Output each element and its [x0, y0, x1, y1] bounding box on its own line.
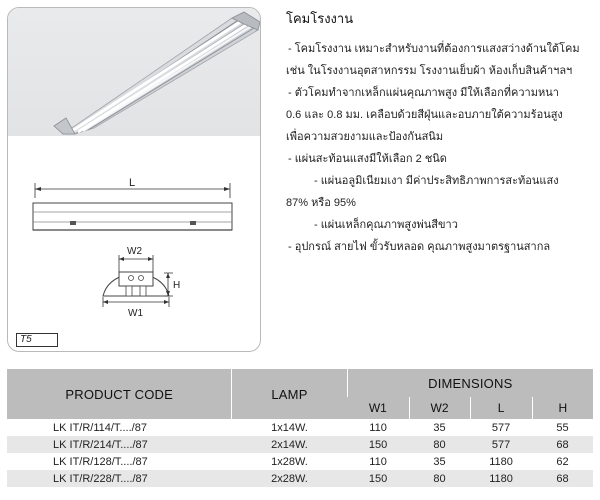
- description-line: เพื่อความสวยงามและป้องกันสนิม: [286, 131, 444, 143]
- lamp-type-tag: T5: [16, 333, 58, 347]
- cell-h: 62: [532, 453, 593, 470]
- cell-l: 577: [470, 419, 532, 436]
- cell-w1: 110: [347, 419, 409, 436]
- table-row: [7, 453, 593, 470]
- product-title: โคมโรงงาน: [286, 11, 354, 26]
- description-line: - ตัวโคมทำจากเหล็กแผ่นคุณภาพสูง มีให้เลือกที่ความหนา: [288, 87, 559, 99]
- product-photo: [8, 8, 260, 136]
- description-line: - แผ่นเหล็กคุณภาพสูงพ่นสีขาว: [314, 219, 458, 231]
- product-spec-table: [7, 369, 593, 487]
- cell-w1: 110: [347, 453, 409, 470]
- label-w1: W1: [128, 308, 143, 319]
- cell-l: 1180: [470, 453, 532, 470]
- description-line: - แผ่นอลูมิเนียมเงา มีค่าประสิทธิภาพการสะท้อนแสง: [314, 175, 559, 187]
- cell-lamp: 1x14W.: [232, 419, 347, 436]
- dimension-drawing: [8, 136, 260, 352]
- description-line: - โคมโรงงาน เหมาะสำหรับงานที่ต้องการแสงสว่างด้านใต้โคม: [288, 43, 580, 55]
- cell-w2: 80: [409, 470, 470, 487]
- header-product-code: PRODUCT CODE: [7, 369, 232, 419]
- description-line: เช่น ในโรงงานอุตสาหกรรม โรงงานเย็บผ้า ห้องเก็บสินค้าฯลฯ: [286, 65, 573, 77]
- header-lamp: LAMP: [232, 369, 347, 419]
- cell-w2: 35: [409, 419, 470, 436]
- header-l: L: [470, 397, 532, 419]
- cell-l: 1180: [470, 470, 532, 487]
- header-h: H: [532, 397, 593, 419]
- cell-lamp: 2x14W.: [232, 436, 347, 453]
- cell-l: 577: [470, 436, 532, 453]
- cell-code: LK IT/R/228/T..../87: [7, 470, 232, 487]
- cell-code: LK IT/R/128/T..../87: [7, 453, 232, 470]
- table-row: [7, 436, 593, 453]
- cell-w2: 80: [409, 436, 470, 453]
- cell-code: LK IT/R/114/T..../87: [7, 419, 232, 436]
- description-line: 87% หรือ 95%: [286, 197, 356, 209]
- fixture-photo-drawing: [8, 8, 261, 136]
- cell-h: 68: [532, 436, 593, 453]
- cell-code: LK IT/R/214/T..../87: [7, 436, 232, 453]
- header-w2: W2: [409, 397, 470, 419]
- header-w1: W1: [347, 397, 409, 419]
- label-w2: W2: [127, 246, 142, 257]
- cell-w2: 35: [409, 453, 470, 470]
- cell-lamp: 1x28W.: [232, 453, 347, 470]
- cell-h: 55: [532, 419, 593, 436]
- product-image-panel: [7, 7, 261, 352]
- technical-drawing: [8, 136, 261, 352]
- cell-w1: 150: [347, 436, 409, 453]
- table-row: [7, 470, 593, 487]
- cell-w1: 150: [347, 470, 409, 487]
- header-dimensions: DIMENSIONS: [347, 369, 593, 397]
- table-row: [7, 419, 593, 436]
- cell-lamp: 2x28W.: [232, 470, 347, 487]
- product-description: [286, 10, 598, 258]
- label-l: L: [129, 177, 136, 189]
- label-h: H: [173, 280, 181, 291]
- description-line: - แผ่นสะท้อนแสงมีให้เลือก 2 ชนิด: [288, 153, 447, 165]
- section-view: [103, 246, 180, 319]
- description-line: - อุปกรณ์ สายไฟ ขั้วรับหลอด คุณภาพสูงมาตรฐานสากล: [288, 241, 551, 253]
- cell-h: 68: [532, 470, 593, 487]
- description-line: 0.6 และ 0.8 มม. เคลือบด้วยสีฝุ่นและอบภายใต้ความร้อนสูง: [286, 109, 563, 121]
